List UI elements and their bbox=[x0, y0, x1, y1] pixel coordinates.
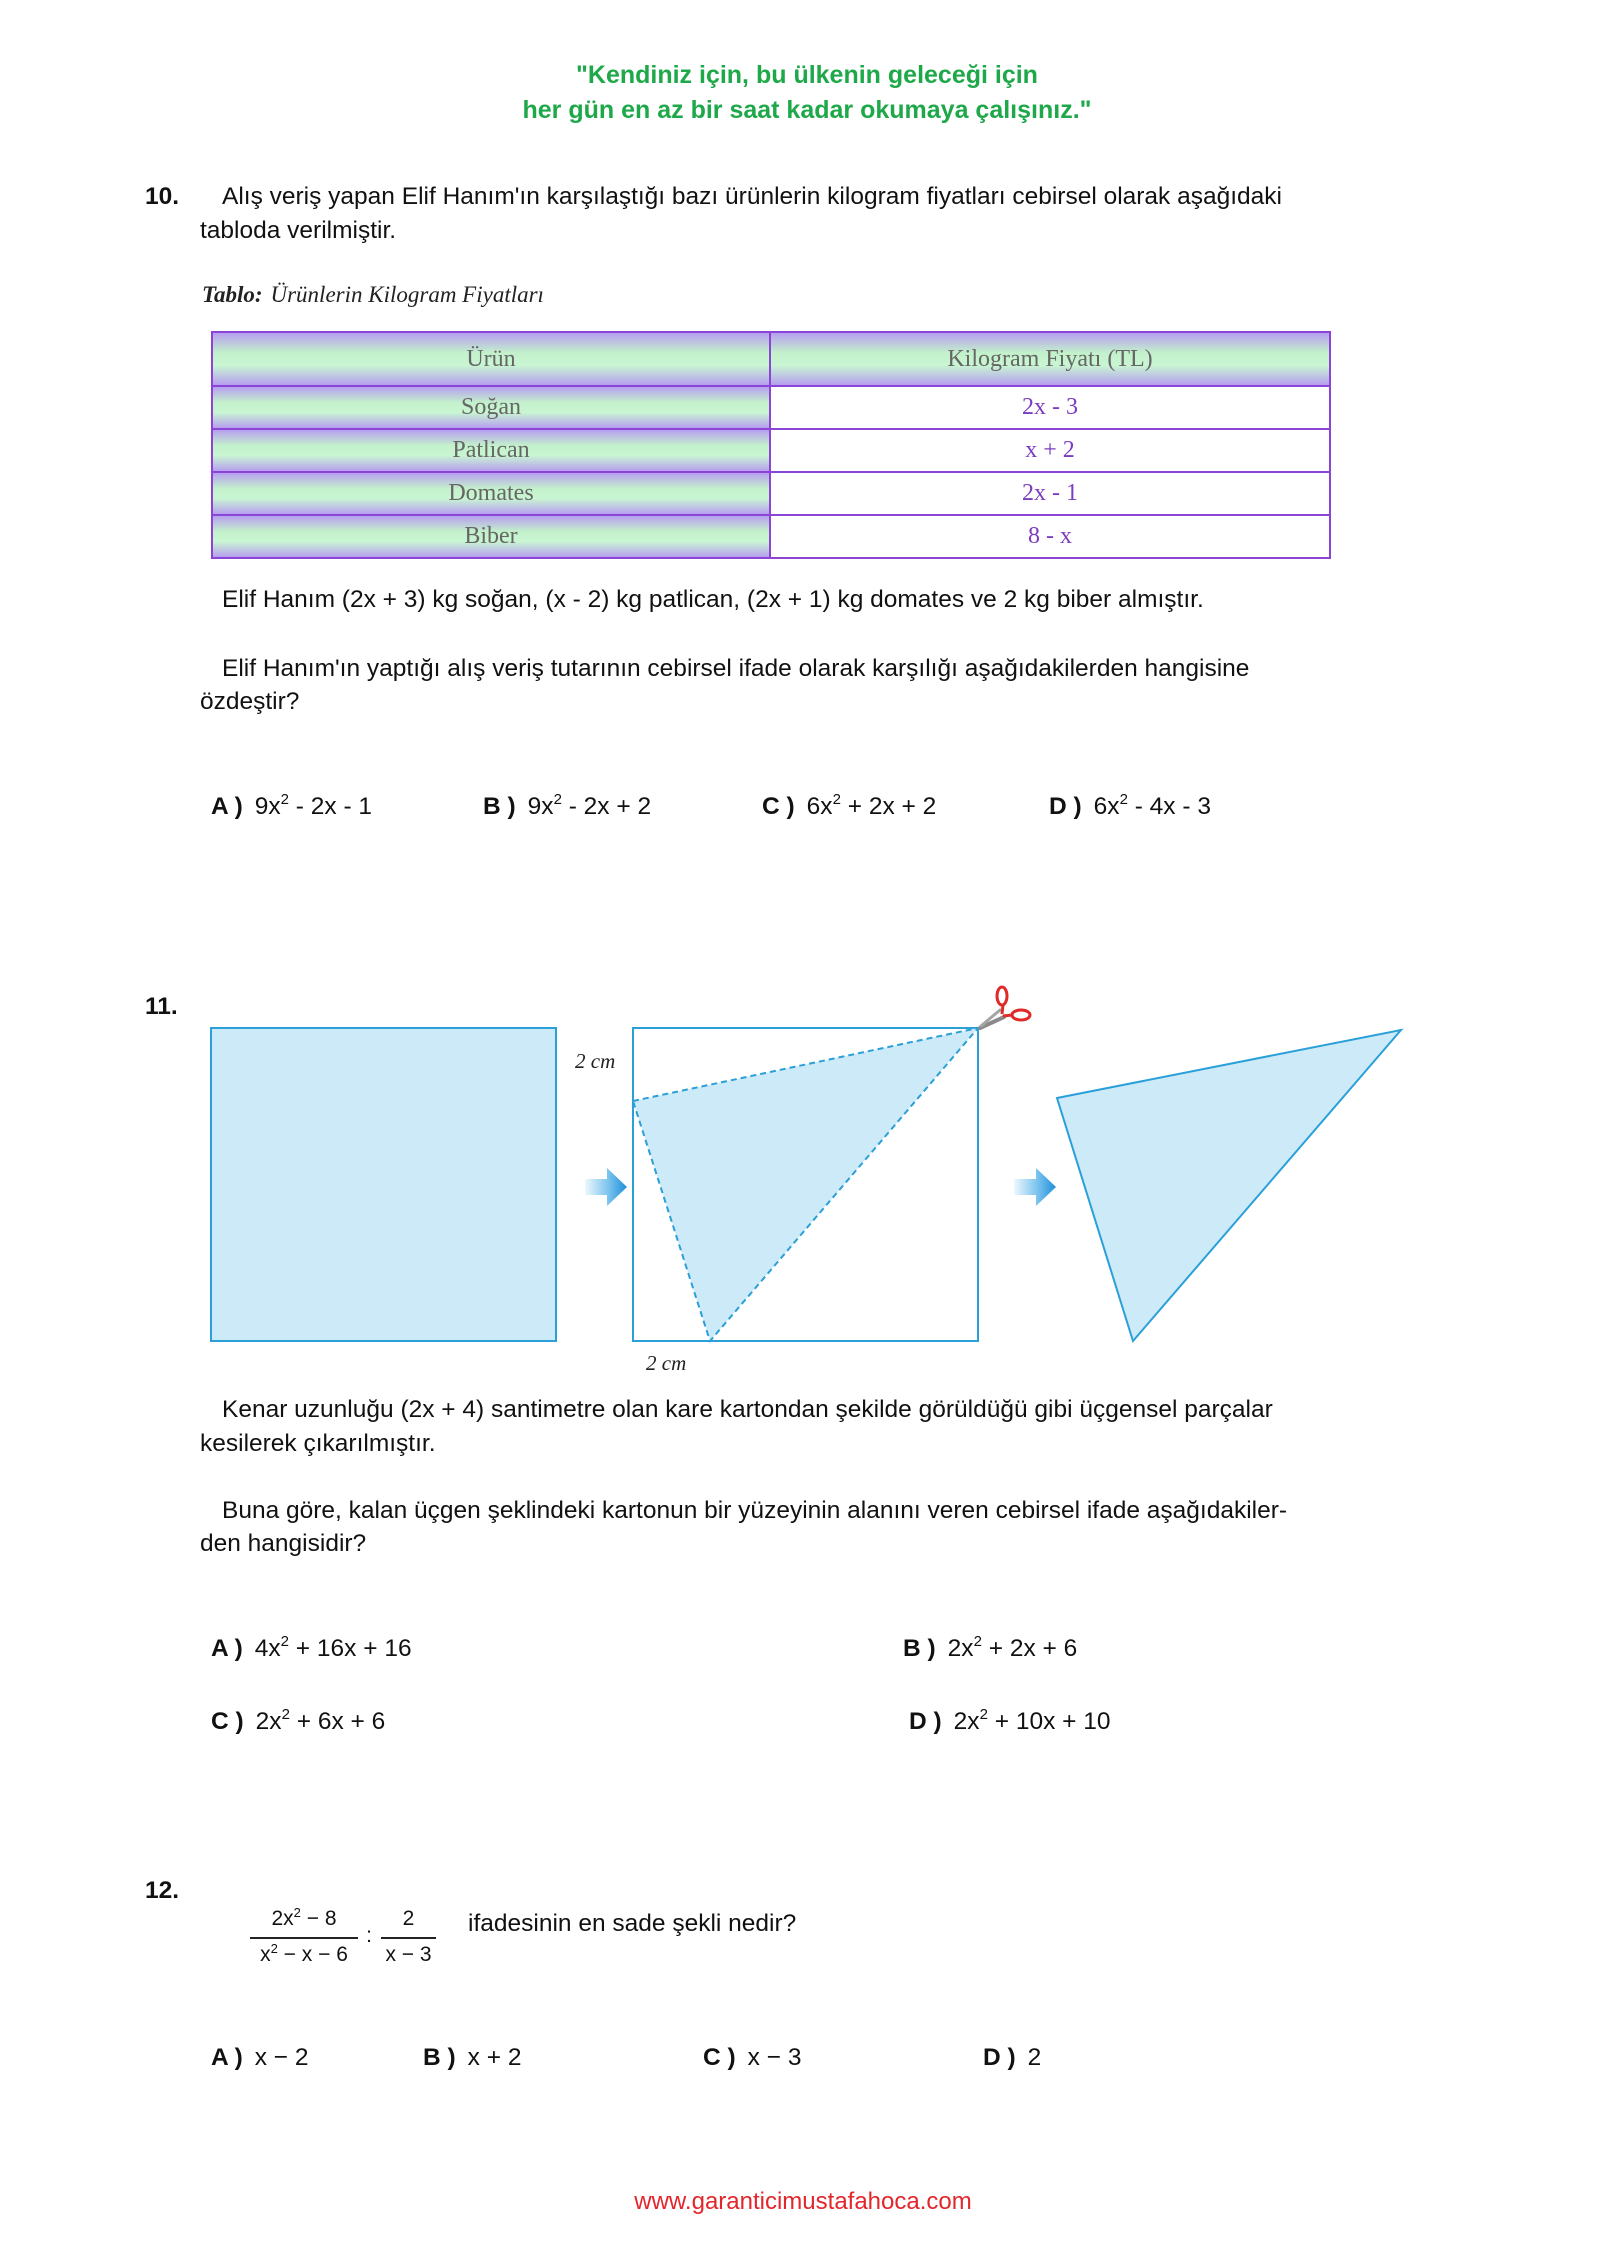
cardboard-figure bbox=[0, 975, 1600, 1395]
question-11-option-c[interactable] bbox=[211, 1707, 385, 1737]
footer-website-url: www.garanticimustafahoca.com bbox=[634, 2188, 972, 2215]
option-exponent: 2 bbox=[1119, 791, 1128, 808]
numerator-exponent: 2 bbox=[293, 1905, 301, 1920]
question-11-text-line2: kesilerek çıkarılmıştır. bbox=[200, 1430, 436, 1457]
option-label: D ) bbox=[1049, 793, 1082, 820]
option-rest: - 2x + 2 bbox=[561, 793, 652, 820]
table-caption bbox=[202, 281, 544, 309]
bottom-cut-length-label: 2 cm bbox=[646, 1351, 687, 1375]
fraction-1-bar bbox=[250, 1937, 358, 1939]
scissors-icon bbox=[980, 987, 1030, 1028]
question-10-option-b[interactable] bbox=[483, 792, 651, 822]
option-text: x − 2 bbox=[254, 2044, 309, 2071]
table-header-row bbox=[212, 332, 1330, 386]
option-text: x + 2 bbox=[467, 2044, 522, 2071]
price-table bbox=[211, 331, 1331, 559]
question-12-option-b[interactable] bbox=[423, 2043, 521, 2073]
option-rest: - 4x - 3 bbox=[1127, 793, 1211, 820]
question-11-option-b[interactable] bbox=[903, 1634, 1077, 1664]
question-10-question-line2: özdeştir? bbox=[200, 688, 300, 715]
option-exponent: 2 bbox=[553, 791, 562, 808]
table-cell-price: 2x - 3 bbox=[770, 386, 1330, 429]
question-11-number: 11. bbox=[145, 993, 178, 1020]
option-term: 2x bbox=[953, 1708, 980, 1735]
option-rest: + 10x + 10 bbox=[987, 1708, 1111, 1735]
option-term: 4x bbox=[254, 1635, 281, 1662]
fraction-2-numerator: 2 bbox=[402, 1907, 415, 1930]
question-10-statement: Elif Hanım (2x + 3) kg soğan, (x - 2) kg patlican, (2x + 1) kg domates ve 2 kg biber almıştır. bbox=[222, 586, 1204, 613]
table-row bbox=[212, 515, 1330, 558]
numerator-term: 2x bbox=[271, 1907, 294, 1930]
option-term: 6x bbox=[806, 793, 833, 820]
option-term: 9x bbox=[254, 793, 281, 820]
option-text: x − 3 bbox=[747, 2044, 802, 2071]
option-exponent: 2 bbox=[832, 791, 841, 808]
question-11-question-line1: Buna göre, kalan üçgen şeklindeki kartonun bir yüzeyinin alanını veren cebirsel ifade aşağıdakiler- bbox=[222, 1497, 1288, 1524]
option-term: 2x bbox=[255, 1708, 282, 1735]
header-quote-line1: "Kendiniz için, bu ülkenin geleceği için bbox=[576, 61, 1038, 89]
table-cell-product: Biber bbox=[212, 515, 770, 558]
numerator-rest: − 8 bbox=[300, 1907, 337, 1930]
table-row bbox=[212, 386, 1330, 429]
table-cell-product: Soğan bbox=[212, 386, 770, 429]
question-12-number: 12. bbox=[145, 1877, 180, 1904]
question-10-question-line1: Elif Hanım'ın yaptığı alış veriş tutarının cebirsel ifade olarak karşılığı aşağıdakilerden hangisine bbox=[222, 655, 1250, 682]
denominator-rest: − x − 6 bbox=[277, 1943, 348, 1966]
option-exponent: 2 bbox=[973, 1633, 982, 1650]
option-term: 2x bbox=[947, 1635, 974, 1662]
option-exponent: 2 bbox=[281, 1706, 290, 1723]
table-row bbox=[212, 472, 1330, 515]
fraction-2-bar bbox=[381, 1937, 436, 1939]
question-12-prompt: ifadesinin en sade şekli nedir? bbox=[468, 1910, 797, 1937]
option-label: C ) bbox=[211, 1708, 244, 1735]
question-11-text-line1: Kenar uzunluğu (2x + 4) santimetre olan kare kartondan şekilde görüldüğü gibi üçgensel parçalar bbox=[222, 1396, 1273, 1423]
question-10-intro-line1: Alış veriş yapan Elif Hanım'ın karşılaştığı bazı ürünlerin kilogram fiyatları cebirsel olarak aşağıdaki bbox=[222, 183, 1282, 210]
denominator-exponent: 2 bbox=[270, 1941, 278, 1956]
question-10-option-a[interactable] bbox=[211, 792, 372, 822]
option-term: 6x bbox=[1093, 793, 1120, 820]
header-quote-line2: her gün en az bir saat kadar okumaya çalışınız." bbox=[522, 96, 1092, 124]
option-label: A ) bbox=[211, 1635, 243, 1662]
option-label: B ) bbox=[483, 793, 516, 820]
table-header-product: Ürün bbox=[212, 332, 770, 386]
option-text: 2 bbox=[1027, 2044, 1042, 2071]
option-rest: + 2x + 2 bbox=[840, 793, 937, 820]
right-arrow-icon bbox=[1014, 1168, 1056, 1206]
option-label: C ) bbox=[703, 2044, 736, 2071]
option-exponent: 2 bbox=[280, 791, 289, 808]
question-10-option-c[interactable] bbox=[762, 792, 936, 822]
option-exponent: 2 bbox=[280, 1633, 289, 1650]
option-label: B ) bbox=[903, 1635, 936, 1662]
option-label: A ) bbox=[211, 793, 243, 820]
table-row bbox=[212, 429, 1330, 472]
table-caption-text: Ürünlerin Kilogram Fiyatları bbox=[270, 282, 544, 307]
table-cell-price: 2x - 1 bbox=[770, 472, 1330, 515]
fraction-1-denominator bbox=[244, 1942, 364, 1968]
question-11-question-line2: den hangisidir? bbox=[200, 1530, 367, 1557]
option-label: C ) bbox=[762, 793, 795, 820]
denominator-term: x bbox=[260, 1943, 271, 1966]
question-10-intro-line2: tabloda verilmiştir. bbox=[200, 217, 397, 244]
question-12-option-c[interactable] bbox=[703, 2043, 801, 2073]
question-11-option-a[interactable] bbox=[211, 1634, 412, 1664]
option-rest: - 2x - 1 bbox=[288, 793, 373, 820]
top-cut-length-label: 2 cm bbox=[575, 1049, 616, 1073]
table-caption-label: Tablo: bbox=[202, 282, 263, 307]
option-rest: + 16x + 16 bbox=[288, 1635, 412, 1662]
option-label: D ) bbox=[909, 1708, 942, 1735]
option-rest: + 2x + 6 bbox=[981, 1635, 1078, 1662]
right-arrow-icon bbox=[585, 1168, 627, 1206]
option-label: D ) bbox=[983, 2044, 1016, 2071]
question-11-option-d[interactable] bbox=[909, 1707, 1111, 1737]
table-cell-product: Patlican bbox=[212, 429, 770, 472]
remaining-triangle-cardboard bbox=[1057, 1030, 1401, 1341]
table-cell-price: x + 2 bbox=[770, 429, 1330, 472]
question-12-option-d[interactable] bbox=[983, 2043, 1041, 2073]
option-term: 9x bbox=[527, 793, 554, 820]
table-header-price: Kilogram Fiyatı (TL) bbox=[770, 332, 1330, 386]
option-label: B ) bbox=[423, 2044, 456, 2071]
fraction-1-numerator bbox=[250, 1906, 358, 1932]
option-label: A ) bbox=[211, 2044, 243, 2071]
fraction-2-denominator: x − 3 bbox=[385, 1943, 432, 1966]
question-12-option-a[interactable] bbox=[211, 2043, 309, 2073]
option-rest: + 6x + 6 bbox=[289, 1708, 386, 1735]
option-exponent: 2 bbox=[979, 1706, 988, 1723]
division-operator: : bbox=[366, 1924, 372, 1947]
table-cell-product: Domates bbox=[212, 472, 770, 515]
question-10-option-d[interactable] bbox=[1049, 792, 1211, 822]
full-square-cardboard bbox=[211, 1028, 556, 1341]
table-cell-price: 8 - x bbox=[770, 515, 1330, 558]
question-10-number: 10. bbox=[145, 183, 180, 210]
